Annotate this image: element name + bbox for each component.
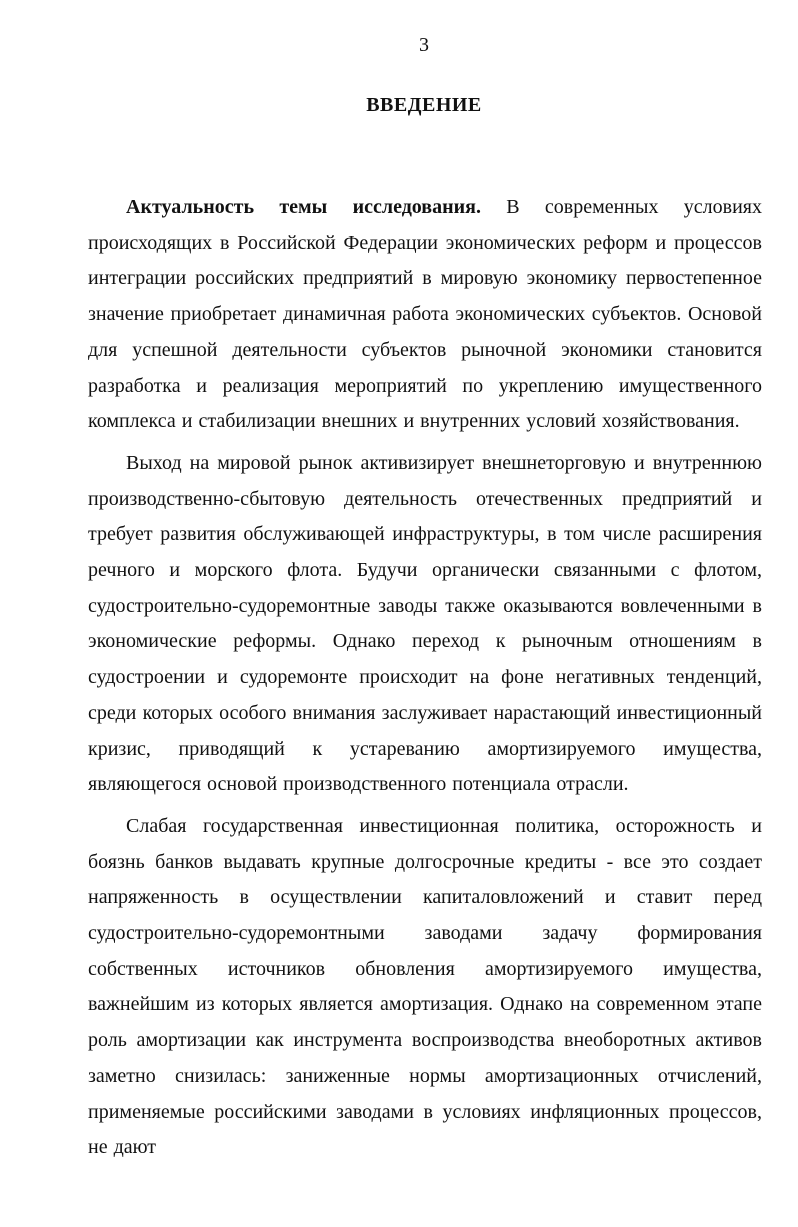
paragraph-relevance [88, 190, 762, 440]
page-number: 3 [419, 34, 429, 56]
body-text [88, 190, 762, 1172]
paragraph-investment-policy [88, 809, 762, 1166]
paragraph-text: В современных условиях происходящих в Российской Федерации экономических реформ и процессов интеграции российских предприятий в мировую экономику первостепенное значение приобретает динамичная работа экономических субъектов. Основой для успешной деятельности субъектов рыночной экономики становится разработка и реализация мероприятий по укреплению имущественного комплекса и стабилизации внешних и внутренних условий хозяйствования. [88, 196, 763, 433]
paragraph-lead: Актуальность темы исследования. [126, 196, 481, 218]
paragraph-text: Выход на мировой рынок активизирует внешнеторговую и внутреннюю производственно-сбытовую деятельность отечественных предприятий и требует развития обслуживающей инфраструктуры, в том числе расширения речного и морского флота. Будучи органически связанными с флотом, судостроительно-судоремонтные заводы также оказываются вовлеченными в экономические реформы. Однако переход к рыночным отношениям в судостроении и судоремонте происходит на фоне негативных тенденций, среди которых особого внимания заслуживает нарастающий инвестиционный кризис, приводящий к устареванию амортизируемого имущества, являющегося основой производственного потенциала отрасли. [88, 451, 762, 796]
paragraph-text: Слабая государственная инвестиционная политика, осторожность и боязнь банков выдавать крупные долгосрочные кредиты - все это создает напряженность в осуществлении капиталовложений и ставит перед судостроительно-судоремонтными заводами задачу формирования собственных источников обновления амортизируемого имущества, важнейшим из которых является амортизация. Однако на современном этапе роль амортизации как инструмента воспроизводства внеоборотных активов заметно снизилась: заниженные нормы амортизационных отчислений, применяемые российскими заводами в условиях инфляционных процессов, не дают [88, 814, 762, 1159]
paragraph-world-market [88, 446, 762, 803]
page-heading: ВВЕДЕНИЕ [366, 94, 482, 116]
